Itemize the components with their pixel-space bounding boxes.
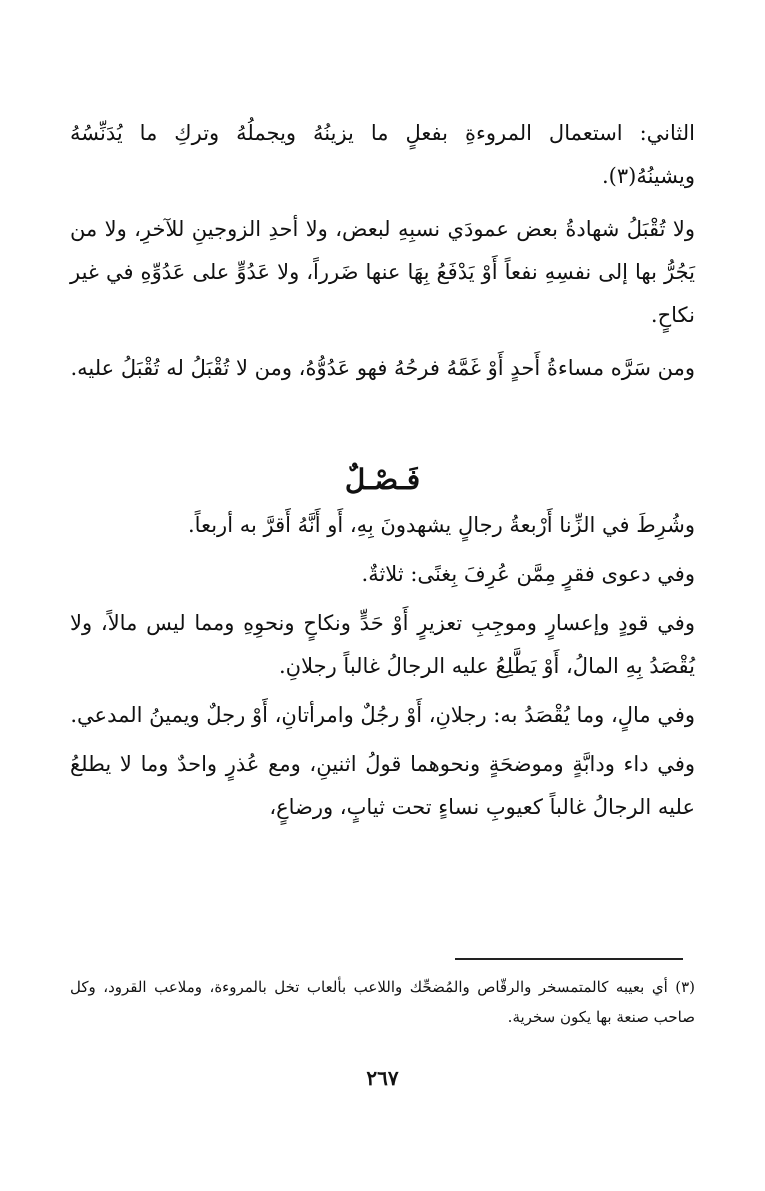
paragraph: وفي قودٍ وإعسارٍ وموجِبِ تعزيرٍ أَوْ حَدٍّ ونكاحٍ ونحوِهِ ومما ليس مالاً، ولا يُقْصَدُ بِهِ المالُ، أَوْ يَطَّلِعُ عليه الرجالُ غالباً رجلانِ. [70, 611, 695, 678]
paragraph: وفي دعوى فقرٍ مِمَّن عُرِفَ بِغنًى: ثلاثةٌ. [361, 562, 695, 586]
paragraph: وفي مالٍ، وما يُقْصَدُ به: رجلانِ، أَوْ رجُلٌ وامرأتانِ، أَوْ رجلٌ ويمينُ المدعي. [70, 703, 695, 727]
paragraph: ومن سَرَّه مساءةُ أَحدٍ أَوْ غَمَّهُ فرحُهُ فهو عَدُوُّهُ، ومن لا تُقْبَلُ له تُقْبَلُ عليه. [70, 356, 695, 380]
section-fasl [70, 460, 695, 829]
paragraph: وفي داء ودابَّةٍ وموضحَةٍ ونحوهما قولُ اثنينِ، ومع عُذرٍ واحدٌ وما لا يطلعُ عليه الرجالُ غالباً كعيوبِ نساءٍ تحت ثيابٍ، ورضاعٍ، [70, 752, 695, 819]
footnote-divider [455, 958, 683, 960]
section-heading: فَـصْـلٌ [344, 463, 421, 496]
footnote: (٣) أي بعيبه كالمتمسخر والرقّاص والمُضحِّك واللاعب بألعاب تخل بالمروءة، وملاعب القرود، وكل صاحب صنعة بها يكون سخرية. [70, 978, 695, 1026]
paragraph: ولا تُقْبَلُ شهادةُ بعض عمودَي نسبِهِ لبعض، ولا أحدِ الزوجينِ للآخرِ، ولا من يَجُرُّ بها إلى نفسِهِ نفعاً أَوْ يَدْفَعُ بِهَا عنها ضَرراً، ولا عَدُوٍّ على عَدُوِّهِ في غير نكاحٍ. [70, 217, 695, 327]
paragraph: وشُرِطَ في الزِّنا أَرْبعةُ رجالٍ يشهدونَ بِهِ، أَو أَنَّهُ أَقرَّ به أربعاً. [188, 513, 695, 537]
page-number: ٢٦٧ [366, 1066, 399, 1090]
footnotes [70, 972, 695, 1032]
main-text [70, 112, 695, 390]
paragraph: الثاني: استعمال المروءةِ بفعلٍ ما يزينُهُ ويجملُهُ وتركِ ما يُدَنِّسُهُ ويشينُهُ(٣). [70, 121, 695, 188]
